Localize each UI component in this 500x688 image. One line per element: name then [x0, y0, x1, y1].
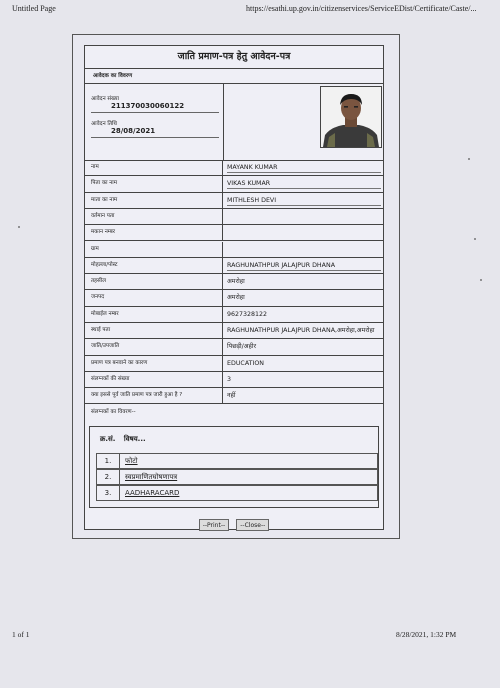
field-row: [85, 339, 383, 355]
field-row: [85, 274, 383, 290]
field-label: स्थाई पता: [85, 323, 223, 338]
scan-speck: [18, 226, 20, 228]
field-label: माता का नाम: [85, 193, 223, 208]
col-subject: विषय...: [123, 435, 146, 443]
application-info-left: [85, 84, 224, 160]
field-value: [227, 209, 381, 224]
attachments-header: [100, 435, 146, 444]
field-row: [85, 323, 383, 339]
field-row: [85, 372, 383, 388]
scan-speck: [468, 158, 470, 160]
printed-timestamp: 8/28/2021, 1:32 PM: [396, 630, 457, 639]
field-row: [85, 242, 383, 258]
field-label: प्रमाण पत्र बनवाने का कारण: [85, 356, 223, 371]
browser-page-title: Untitled Page: [12, 4, 56, 13]
field-row: [85, 176, 383, 192]
field-row: [85, 405, 383, 421]
attachments-table: [89, 426, 379, 508]
field-row: [85, 290, 383, 306]
field-value: RAGHUNATHPUR JALAJPUR DHANA,अमरोहा,अमरोहा: [227, 327, 375, 334]
divider: [91, 112, 219, 113]
field-value: [227, 225, 381, 240]
attachment-link[interactable]: AADHARACARD: [125, 489, 180, 497]
field-value: EDUCATION: [227, 359, 265, 367]
field-label: क्या इससे पूर्व जाति प्रमाण पत्र जारी हुआ है ?: [85, 388, 223, 403]
field-label: संलग्नकों की संख्या: [85, 372, 223, 387]
scan-speck: [474, 238, 476, 240]
browser-url: https://esathi.up.gov.in/citizenservices/ServiceEDist/Certificate/Caste/...: [246, 4, 477, 13]
field-label: नाम: [85, 160, 223, 175]
field-row: [85, 388, 383, 404]
divider: [91, 137, 219, 138]
close-button[interactable]: --Close--: [236, 519, 269, 531]
attachment-row: [96, 469, 378, 485]
field-row: [85, 258, 383, 274]
applicant-photo: [320, 86, 382, 148]
field-value: अमरोहा: [227, 294, 245, 302]
field-label: संलग्नकों का विवरण--: [91, 408, 136, 415]
field-row: [85, 209, 383, 225]
field-label: जाति/उपजाति: [85, 339, 223, 354]
attachment-serial: 1.: [97, 454, 120, 468]
field-value: 3: [227, 375, 232, 383]
field-label: वर्तमान पता: [85, 209, 223, 224]
field-row: [85, 307, 383, 323]
field-row: [85, 160, 383, 176]
field-value: पिछड़ी/अहीर: [227, 343, 257, 351]
page-count: 1 of 1: [12, 630, 30, 639]
form-title: जाति प्रमाण-पत्र हेतु आवेदन-पत्र: [85, 46, 383, 69]
field-label: मकान नम्बर: [85, 225, 223, 240]
field-row: [85, 225, 383, 241]
field-value: नहीं: [227, 392, 236, 400]
field-value: RAGHUNATHPUR JALAJPUR DHANA: [227, 259, 381, 271]
field-label: तहसील: [85, 274, 223, 289]
attachment-serial: 3.: [97, 486, 120, 500]
application-date: 28/08/2021: [111, 127, 156, 135]
attachment-row: [96, 453, 378, 469]
section-label: आवेदक का विवरण: [85, 68, 383, 84]
field-value: [227, 242, 381, 257]
print-button[interactable]: --Print--: [199, 519, 229, 531]
applicant-photo-icon: [321, 87, 381, 147]
field-value: VIKAS KUMAR: [227, 177, 381, 189]
field-label: जनपद: [85, 290, 223, 305]
field-label: पिता का नाम: [85, 176, 223, 191]
attachment-row: [96, 485, 378, 501]
field-value: 9627328122: [227, 310, 268, 318]
application-date-label: आवेदन तिथि: [91, 121, 117, 127]
field-label: मोबाईल नम्बर: [85, 307, 223, 322]
field-row: [85, 356, 383, 372]
attachment-link[interactable]: स्वप्रमाणितघोषणापत्र: [125, 473, 178, 481]
field-value: MITHLESH DEVI: [227, 194, 381, 206]
application-number-label: आवेदन संख्या: [91, 96, 119, 102]
field-row: [85, 193, 383, 209]
field-label: ग्राम: [85, 242, 223, 257]
field-value: MAYANK KUMAR: [227, 161, 381, 173]
application-number: 211370030060122: [111, 102, 185, 110]
scan-speck: [480, 279, 482, 281]
col-serial: क्र.सं.: [100, 435, 116, 443]
field-value: अमरोहा: [227, 278, 245, 286]
attachment-link[interactable]: फोटो: [125, 457, 138, 465]
attachment-serial: 2.: [97, 470, 120, 484]
field-label: मोहल्ला/पोस्ट: [85, 258, 223, 273]
button-row: [85, 512, 383, 528]
